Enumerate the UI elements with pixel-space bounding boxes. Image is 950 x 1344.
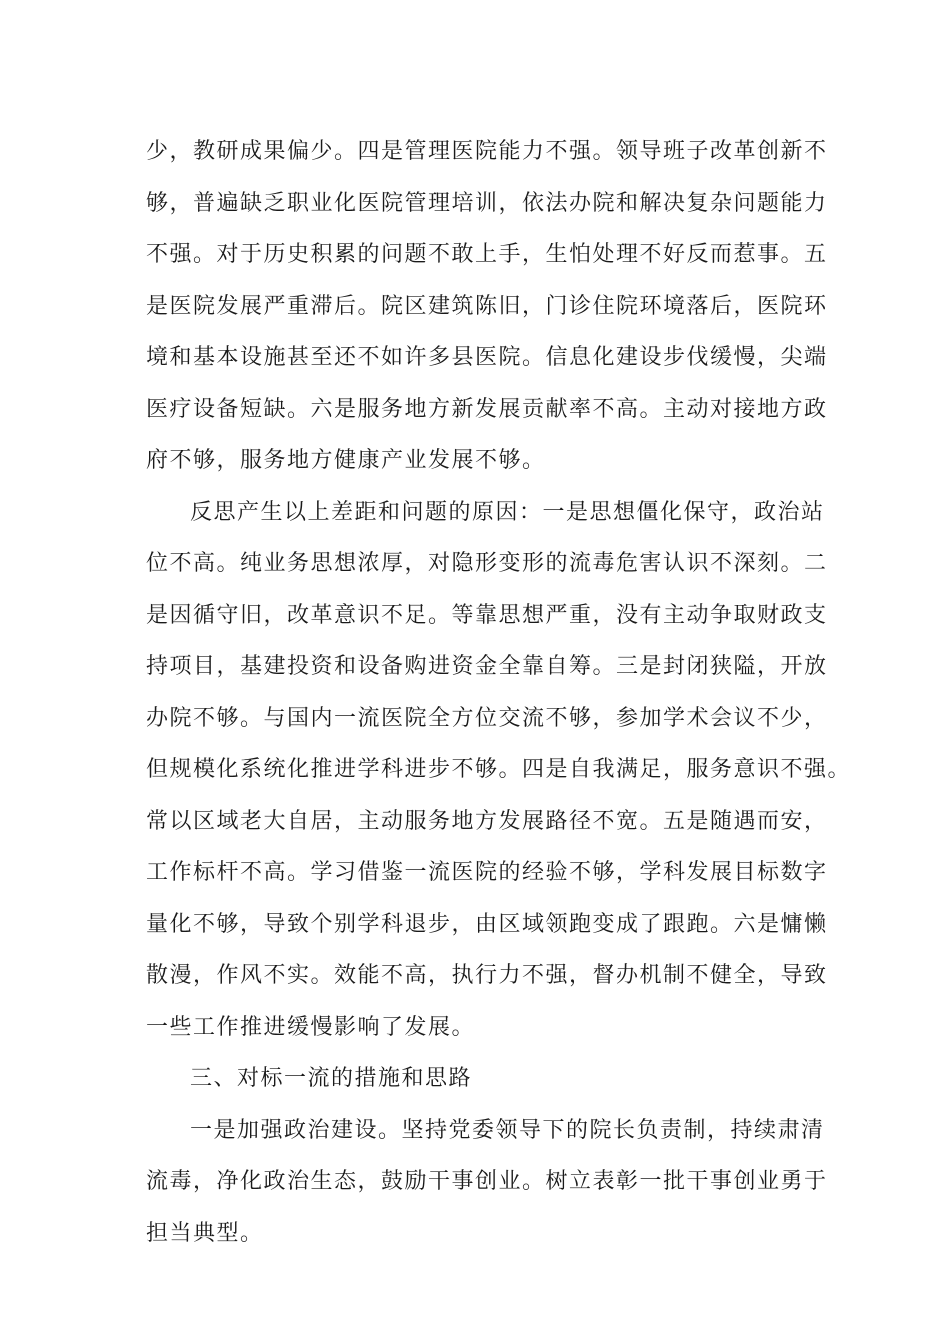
- paragraph-1: [146, 126, 828, 487]
- document-body: [146, 126, 852, 1259]
- text-line: 散漫，作风不实。效能不高，执行力不强，督办机制不健全，导致: [146, 963, 828, 988]
- text-line: 常以区域老大自居，主动服务地方发展路径不宽。五是随遇而安，: [146, 808, 828, 834]
- text-line: 少，教研成果偏少。四是管理医院能力不强。领导班子改革创新不: [146, 139, 828, 164]
- text-line: 一是加强政治建设。坚持党委领导下的院长负责制，持续肃清: [190, 1117, 825, 1143]
- paragraph-4: [146, 1105, 828, 1260]
- paragraph-2: [146, 487, 852, 1054]
- text-line: 位不高。纯业务思想浓厚，对隐形变形的流毒危害认识不深刻。二: [146, 551, 828, 576]
- text-line: 不强。对于历史积累的问题不敢上手，生怕处理不好反而惹事。五: [146, 242, 828, 267]
- section-heading-text: 三、对标一流的措施和思路: [190, 1066, 473, 1091]
- text-line: 够，普遍缺乏职业化医院管理培训，依法办院和解决复杂问题能力: [146, 190, 828, 216]
- text-line: 一些工作推进缓慢影响了发展。: [146, 1014, 476, 1040]
- text-line: 府不够，服务地方健康产业发展不够。: [146, 448, 546, 473]
- text-line: 境和基本设施甚至还不如许多县医院。信息化建设步伐缓慢，尖端: [146, 345, 828, 370]
- section-heading: [146, 1053, 806, 1105]
- text-line: 工作标杆不高。学习借鉴一流医院的经验不够，学科发展目标数字: [146, 860, 828, 885]
- text-line: 持项目，基建投资和设备购进资金全靠自筹。三是封闭狭隘，开放: [146, 654, 828, 679]
- text-line: 是因循守旧，改革意识不足。等靠思想严重，没有主动争取财政支: [146, 602, 828, 628]
- text-line: 医疗设备短缺。六是服务地方新发展贡献率不高。主动对接地方政: [146, 396, 828, 422]
- text-line: 办院不够。与国内一流医院全方位交流不够，参加学术会议不少，: [146, 705, 828, 731]
- text-line: 担当典型。: [146, 1220, 264, 1246]
- text-line: 是医院发展严重滞后。院区建筑陈旧，门诊住院环境落后，医院环: [146, 293, 828, 319]
- text-line: 反思产生以上差距和问题的原因：一是思想僵化保守，政治站: [190, 499, 825, 525]
- text-line: 但规模化系统化推进学科进步不够。四是自我满足，服务意识不强。: [146, 757, 852, 782]
- text-line: 流毒，净化政治生态，鼓励干事创业。树立表彰一批干事创业勇于: [146, 1169, 828, 1194]
- text-line: 量化不够，导致个别学科退步，由区域领跑变成了跟跑。六是慵懒: [146, 911, 828, 937]
